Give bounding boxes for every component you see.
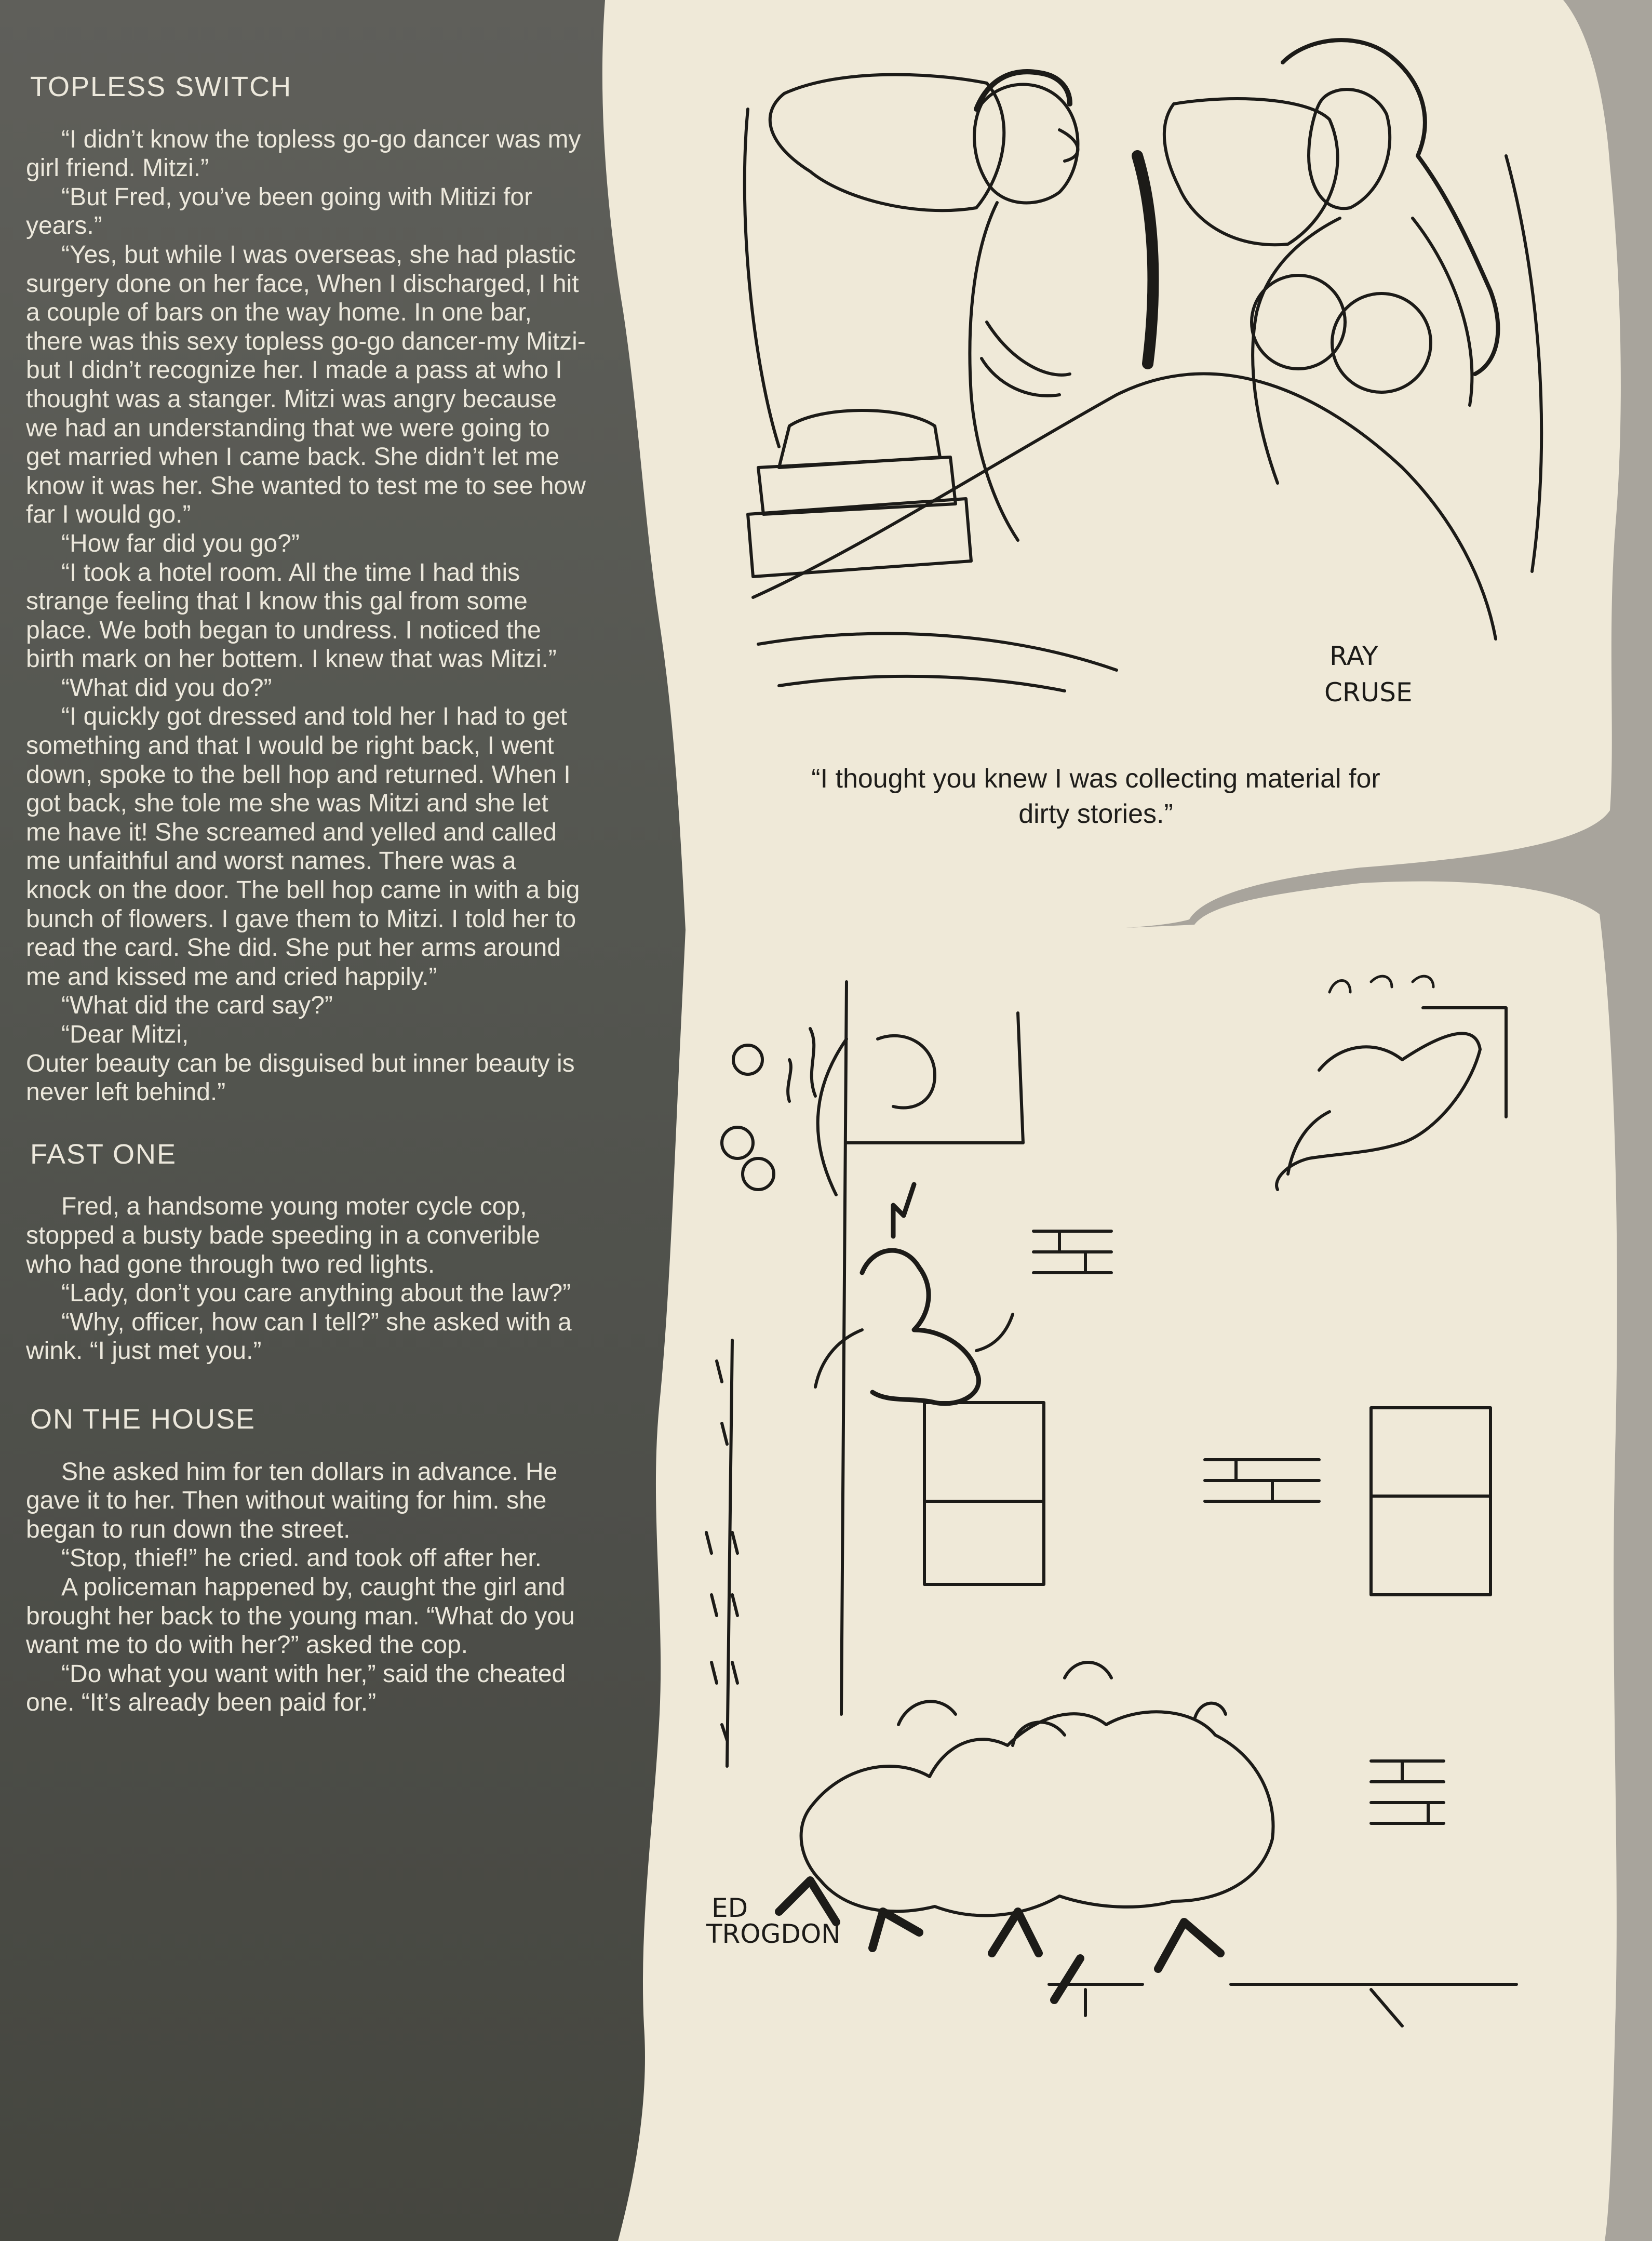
- chase-heads: [898, 1662, 1226, 1745]
- cartoon-bed-scene: [745, 40, 1541, 708]
- window-frame: [924, 1403, 1044, 1584]
- story-paragraph: Outer beauty can be disguised but inner beauty is never left behind.”: [26, 1049, 575, 1106]
- story-paragraph: “I took a hotel room. All the time I had this strange feeling that I know this gal from some place. We both began to undress. I noticed the birth mark on her bottem. I knew that was Mitzi.”: [26, 558, 557, 673]
- story-paragraph: A policeman happened by, caught the girl and brought her back to the young man. “What do you want me to do with her?” asked the cop.: [26, 1573, 575, 1659]
- cartoon-building-scene: [706, 976, 1516, 2026]
- man-nose: [1059, 130, 1078, 161]
- chase-group: [801, 1712, 1273, 1915]
- woman-face: [1309, 89, 1390, 208]
- story-paragraph: “I quickly got dressed and told her I had to get something and that I would be right back, I went down, spoke to the bell hop and returned. When I got back, she tole me she was Mitzi and she let me have it! She screamed and yelled and called me unfaithful and worst names. There was a knock on the door. The bell hop came in with a big bunch of flowers. I gave them to Mitzi. I told her to read the card. She did. She put her arms around me and kissed me and cried happily.”: [26, 703, 580, 991]
- man-body: [970, 203, 1018, 540]
- story-paragraph: “Dear Mitzi,: [61, 1021, 189, 1048]
- tree: [818, 1036, 935, 1195]
- story-paragraph: “What did the card say?”: [61, 992, 333, 1020]
- story-paragraph: “What did you do?”: [61, 674, 272, 702]
- story-paragraph: “Yes, but while I was overseas, she had plastic surgery done on her face, When I discharged, I hit a couple of bars on the way home. In one bar, there was this sexy topless go-go dancer-my Mitzi-but I didn’t recognize her. I made a pass at who I thought was a stanger. Mitzi was angry because we had an understanding that we were going to get married when I came back. She didn’t let me know it was her. She wanted to test me to see how far I would go.”: [26, 241, 586, 529]
- story-paragraph: “I didn’t know the topless go-go dancer was my girl friend. Mitzi.”: [26, 125, 581, 182]
- pillow-left: [770, 75, 1004, 211]
- story-title: TOPLESS SWITCH: [30, 71, 292, 102]
- cartoonist-signature: CRUSE: [1324, 677, 1413, 708]
- man-head: [974, 85, 1078, 203]
- typewriter: [748, 410, 971, 577]
- story-paragraph: “Stop, thief!” he cried. and took off after her.: [61, 1544, 542, 1572]
- flower: [743, 1158, 774, 1190]
- story-title: ON THE HOUSE: [30, 1403, 256, 1435]
- story-paragraph: “Lady, don’t you care anything about the law?”: [61, 1279, 571, 1308]
- brick-pattern: [1205, 1460, 1319, 1501]
- story-paragraph: She asked him for ten dollars in advance. He gave it to her. Then without waiting for him. she began to run down the street.: [26, 1458, 558, 1543]
- flame: [788, 1029, 815, 1101]
- bed-shadow: [1137, 156, 1153, 364]
- brick-pattern: [1371, 1761, 1444, 1823]
- falling-man: [862, 1184, 979, 1404]
- cartoonist-signature: TROGDON: [706, 1919, 841, 1949]
- story-paragraph: “But Fred, you’ve been going with Mitizi for years.”: [26, 183, 533, 240]
- flower: [733, 1045, 762, 1074]
- story-title: FAST ONE: [30, 1138, 177, 1170]
- cartoon-caption: “I thought you knew I was collecting material for dirty stories.”: [811, 764, 1380, 829]
- story-paragraph: “Why, officer, how can I tell?” she asked with a wink. “I just met you.”: [26, 1308, 572, 1365]
- flower: [722, 1127, 753, 1158]
- story-paragraph: “How far did you go?”: [61, 529, 300, 557]
- man-hair: [976, 72, 1070, 109]
- window-frame: [1371, 1408, 1490, 1595]
- woman-breast-right: [1332, 294, 1431, 392]
- brick-pattern: [1033, 1231, 1111, 1273]
- story-paragraph: Fred, a handsome young moter cycle cop, stopped a busty bade speeding in a converible who had gone through two red lights.: [26, 1193, 541, 1278]
- window-frame: [1423, 1008, 1506, 1117]
- cartoonist-signature: ED: [711, 1893, 748, 1923]
- woman-breast-left: [1252, 275, 1345, 369]
- street-line: [1049, 1984, 1516, 2026]
- blanket: [753, 374, 1496, 691]
- question-marks: [1329, 976, 1433, 992]
- woman-body: [1253, 218, 1472, 483]
- balcony-woman: [1277, 1033, 1480, 1190]
- man-arm: [982, 322, 1070, 396]
- cartoonist-signature: RAY: [1329, 641, 1378, 671]
- story-paragraph: “Do what you want with her,” said the cheated one. “It’s already been paid for.”: [26, 1660, 566, 1717]
